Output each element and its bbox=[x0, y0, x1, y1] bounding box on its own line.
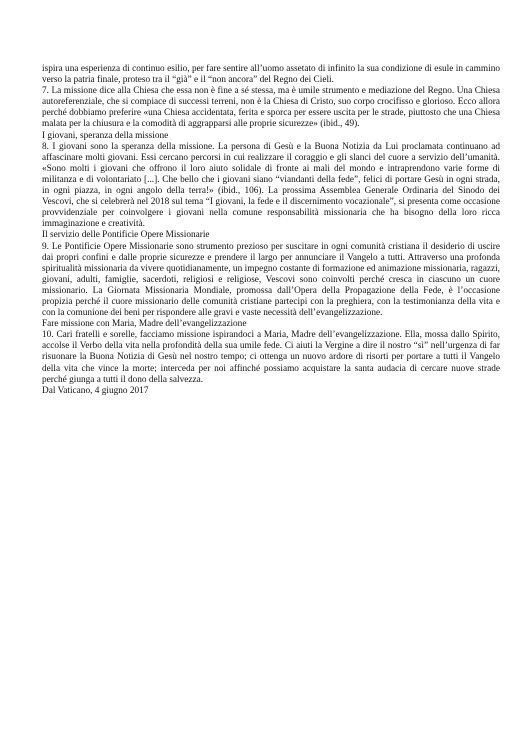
heading-pontifical-works: Il servizio delle Pontificie Opere Missionarie bbox=[42, 230, 210, 241]
paragraph-8: 8. I giovani sono la speranza della missione. La persona di Gesù e la Buona Notizia da Lui proclamata continuano ad affascinare molti giovani. Essi cercano percorsi in cui realizzare il coraggio e gli slanci del cuore a servizio dell’umanità. «Sono molti i giovani che offrono il loro aiuto solidale di fronte ai mali del mondo e intraprendono varie forme di militanza e di volontariato [...]. Che bello che i giovani siano “viandanti della fede”, felici di portare Gesù in ogni strada, in ogni piazza, in ogni angolo della terra!» (ibid., 106). La prossima Assemblea Generale Ordinaria del Sinodo dei Vescovi, che si celebrerà nel 2018 sul tema “I giovani, la fede e il discernimento vocazionale”, si presenta come occasione provvidenziale per coinvolgere i giovani nella comune responsabilità missionaria che ha bisogno della loro ricca immaginazione e creatività. bbox=[42, 141, 500, 230]
paragraph-exile: ispira una esperienza di continuo esilio, per fare sentire all’uomo assetato di infinito la sua condizione di esule in cammino verso la patria finale, proteso tra il “già” e il “non ancora” del Regno dei Cieli. bbox=[42, 64, 500, 86]
document-page bbox=[42, 64, 500, 397]
heading-young-people: I giovani, speranza della missione bbox=[42, 130, 169, 141]
paragraph-9: 9. Le Pontificie Opere Missionarie sono strumento prezioso per suscitare in ogni comunità cristiana il desiderio di uscire dai propri confini e dalle proprie sicurezze e prendere il largo per annunciare il Vangelo a tutti. Attraverso una profonda spiritualità missionaria da vivere quotidianamente, un impegno costante di formazione ed animazione missionaria, ragazzi, giovani, adulti, famiglie, sacerdoti, religiosi e religiose, Vescovi sono coinvolti perché cresca in ciascuno un cuore missionario. La Giornata Missionaria Mondiale, promossa dall’Opera della Propagazione della Fede, è l’occasione propizia perché il cuore missionario delle comunità cristiane partecipi con la preghiera, con la testimonianza della vita e con la comunione dei beni per rispondere alle gravi e vaste necessità dell’evangelizzazione. bbox=[42, 241, 500, 319]
paragraph-10: 10. Cari fratelli e sorelle, facciamo missione ispirandoci a Maria, Madre dell’evangelizzazione. Ella, mossa dallo Spirito, accolse il Verbo della vita nella profondità della sua umile fede. Ci aiuti la Vergine a dire il nostro “sì” nell’urgenza di far risuonare la Buona Notizia di Gesù nel nostro tempo; ci ottenga un nuovo ardore di risorti per portare a tutti il Vangelo della vita che vince la morte; interceda per noi affinché possiamo acquistare la santa audacia di cercare nuove strade perché giunga a tutti il dono della salvezza. bbox=[42, 330, 500, 385]
date-line: Dal Vaticano, 4 giugno 2017 bbox=[42, 385, 149, 396]
heading-mary: Fare missione con Maria, Madre dell’evangelizzazione bbox=[42, 319, 247, 330]
paragraph-7: 7. La missione dice alla Chiesa che essa non è fine a sé stessa, ma è umile strumento e mediazione del Regno. Una Chiesa autoreferenziale, che si compiace di successi terreni, non è la Chiesa di Cristo, suo corpo crocifisso e glorioso. Ecco allora perché dobbiamo preferire «una Chiesa accidentata, ferita e sporca per essere uscita per le strade, piuttosto che una Chiesa malata per la chiusura e la comodità di aggrapparsi alle proprie sicurezze» (ibid., 49). bbox=[42, 86, 500, 130]
